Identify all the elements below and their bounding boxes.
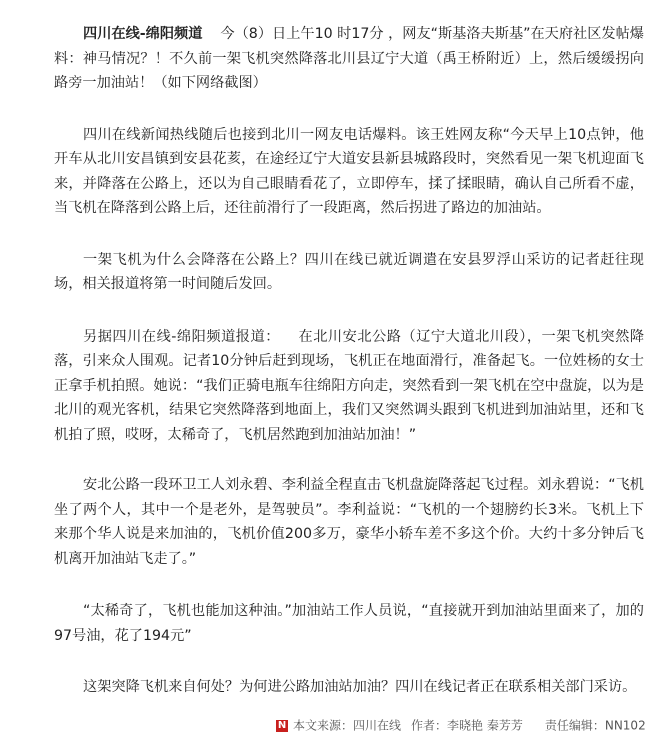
paragraph-1	[54, 22, 644, 96]
paragraph-3-text: 一架飞机为什么会降落在公路上？四川在线已就近调遣在安县罗浮山采访的记者赶往现场，相关报道将第一时间随后发回。	[54, 251, 644, 292]
paragraph-1-text: 今（8）日上午10 时17分 ，网友“斯基洛夫斯基”在天府社区发帖爆料：神马情况？！不久前一架飞机突然降落北川县辽宁大道（禹王桥附近）上，然后缓缓拐向路旁一加油站！（如下网络截图）	[54, 26, 644, 91]
article-body	[54, 22, 644, 728]
footer-editor: 责任编辑：NN102	[544, 718, 646, 733]
paragraph-5-text: 安北公路一段环卫工人刘永碧、李利益全程直击飞机盘旋降落起飞过程。刘永碧说：“飞机坐了两个人，其中一个是老外，是驾驶员”。李利益说：“飞机的一个翅膀约长3米。飞机上下来那个华人说是来加油的，飞机价值200多万，豪华小轿车差不多这个价。大约十多分钟后飞机离开加油站飞走了。”	[54, 477, 644, 567]
paragraph-6	[54, 599, 644, 648]
article-footer	[276, 716, 646, 734]
paragraph-6-text: “太稀奇了，飞机也能加这种油。”加油站工作人员说，“直接就开到加油站里面来了，加的97号油，花了194元”	[54, 603, 644, 644]
paragraph-4-lead: 另据四川在线-绵阳频道报道：	[83, 328, 280, 345]
paragraph-2	[54, 123, 644, 221]
article-lead-source: 四川在线-绵阳频道	[83, 26, 203, 42]
footer-source: 本文来源：四川在线	[293, 718, 402, 733]
paragraph-7-text: 这架突降飞机来自何处？为何进公路加油站加油？四川在线记者正在联系相关部门采访。	[83, 679, 637, 695]
paragraph-4-text: 在北川安北公路（辽宁大道北川段），一架飞机突然降落，引来众人围观。记者10分钟后赶到现场，飞机正在地面滑行，准备起飞。一位姓杨的女士正拿手机拍照。她说：“我们正骑电瓶车往绵阳方向走，突然看到一架飞机在空中盘旋，以为是北川的观光客机，结果它突然降落到地面上，我们又突然调头跟到飞机进到加油站里，还和飞机拍了照，哎呀，太稀奇了，飞机居然跑到加油站加油！”	[54, 328, 645, 443]
news-logo-icon: N	[277, 719, 287, 731]
paragraph-4	[54, 325, 644, 448]
paragraph-5	[54, 473, 644, 571]
paragraph-7	[54, 675, 644, 700]
paragraph-2-text: 四川在线新闻热线随后也接到北川一网友电话爆料。该王姓网友称“今天早上10点钟，他开车从北川安昌镇到安县花荄，在途经辽宁大道安县新县城路段时，突然看见一架飞机迎面飞来，并降落在公路上，还以为自己眼睛看花了，立即停车，揉了揉眼睛，确认自己所看不虚，当飞机在降落到公路上后，还往前滑行了一段距离，然后拐进了路边的加油站。	[54, 126, 644, 216]
footer-author: 作者：李晓艳 秦芳芳	[411, 718, 523, 733]
paragraph-3	[54, 248, 644, 297]
